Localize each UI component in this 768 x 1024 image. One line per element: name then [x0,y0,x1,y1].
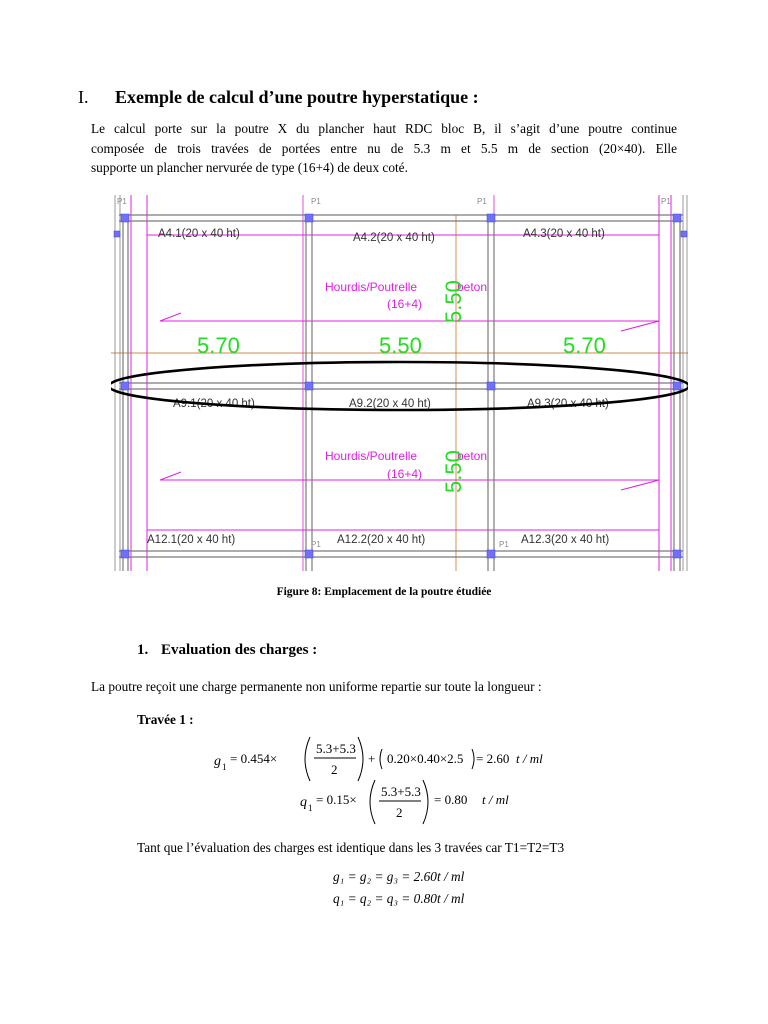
eq-sub: 1 [308,803,313,813]
slab-label: beton [457,449,488,463]
post-label: P1 [311,540,321,549]
section-heading [78,87,479,108]
post-label: P1 [311,197,321,206]
eq-g-all-unit: t / ml [436,869,465,884]
slab-type: (16+4) [387,467,423,481]
post-label: P1 [499,540,509,549]
identical-text: Tant que l’évaluation des charges est identique dans les 3 travées car T1=T2=T3 [137,840,565,855]
subsection-title: Evaluation des charges : [161,642,318,658]
travee-label: Travée 1 : [137,712,194,727]
beam-label: A4.3(20 x 40 ht) [523,228,605,240]
eq-lhs: g [214,754,221,769]
eq-paren: 0.20×0.40×2.5 [387,751,464,766]
eq-result: = 0.80 [434,792,468,807]
beam-label: A9.3(20 x 40 ht) [527,398,609,410]
intro-line: Le calcul porte sur la poutre X du plancher haut RDC bloc B, il s’agit d’une poutre continue [91,121,677,136]
vertical-dimension: 5.50 [441,280,466,323]
beam-label: A9.2(20 x 40 ht) [349,398,431,410]
floor-plan-drawing [111,195,688,571]
eq-q-all-text: q₁ = q₂ = q₃ = 0.80 [333,891,437,906]
eq-coef: = 0.15× [316,792,357,807]
beam-label: A4.2(20 x 40 ht) [353,232,435,244]
span-dimension: 5.70 [563,333,606,358]
vertical-dimension: 5.50 [441,450,466,493]
eq-lhs: q [300,795,307,810]
post-label: P1 [117,197,127,206]
intro-paragraph [91,119,677,178]
beam-label: A12.2(20 x 40 ht) [337,534,426,546]
equation-q1 [296,778,536,826]
section-number: I. [78,87,89,107]
eq-unit: t / ml [482,792,509,807]
eq-plus: + [368,751,376,766]
section-title: Exemple de calcul d’une poutre hyperstatique : [115,87,479,107]
eq-den: 2 [396,805,403,820]
figure-caption: Figure 8: Emplacement de la poutre étudiée [276,586,492,598]
equation-g1 [210,735,570,783]
charge-text: La poutre reçoit une charge permanente non uniforme repartie sur toute la longueur : [91,679,542,694]
eq-result: = 2.60 [476,751,510,766]
intro-line: supporte un plancher nervurée de type (16+4) de deux coté. [91,160,408,175]
eq-q-all-unit: t / ml [436,891,465,906]
intro-line: composée de trois travées de portées entre nu de 5.3 m et 5.5 m de section (20×40). Elle [91,140,677,156]
beam-label: A12.1(20 x 40 ht) [147,534,236,546]
slab-type: (16+4) [387,297,423,311]
slab-label: beton [457,280,488,294]
beam-label: A9.1(20 x 40 ht) [173,398,255,410]
eq-unit: t / ml [516,751,543,766]
eq-den: 2 [331,762,338,777]
eq-g-all-text: g₁ = g₂ = g₃ = 2.60 [333,869,437,884]
beam-label: A12.3(20 x 40 ht) [521,534,610,546]
slab-label: Hourdis/Poutrelle [325,449,418,463]
span-dimension: 5.70 [197,333,240,358]
post-label: P1 [661,197,671,206]
subsection-heading [137,642,317,659]
equation-g-all [333,869,464,885]
slab-label: Hourdis/Poutrelle [325,280,418,294]
span-dimension: 5.50 [379,333,422,358]
subsection-number: 1. [137,642,149,658]
beam-label: A4.1(20 x 40 ht) [158,228,240,240]
eq-num: 5.3+5.3 [316,741,356,756]
eq-num: 5.3+5.3 [381,784,421,799]
equation-q-all [333,891,464,907]
post-label: P1 [477,197,487,206]
eq-sub: 1 [222,762,227,772]
eq-coef: = 0.454× [230,751,278,766]
